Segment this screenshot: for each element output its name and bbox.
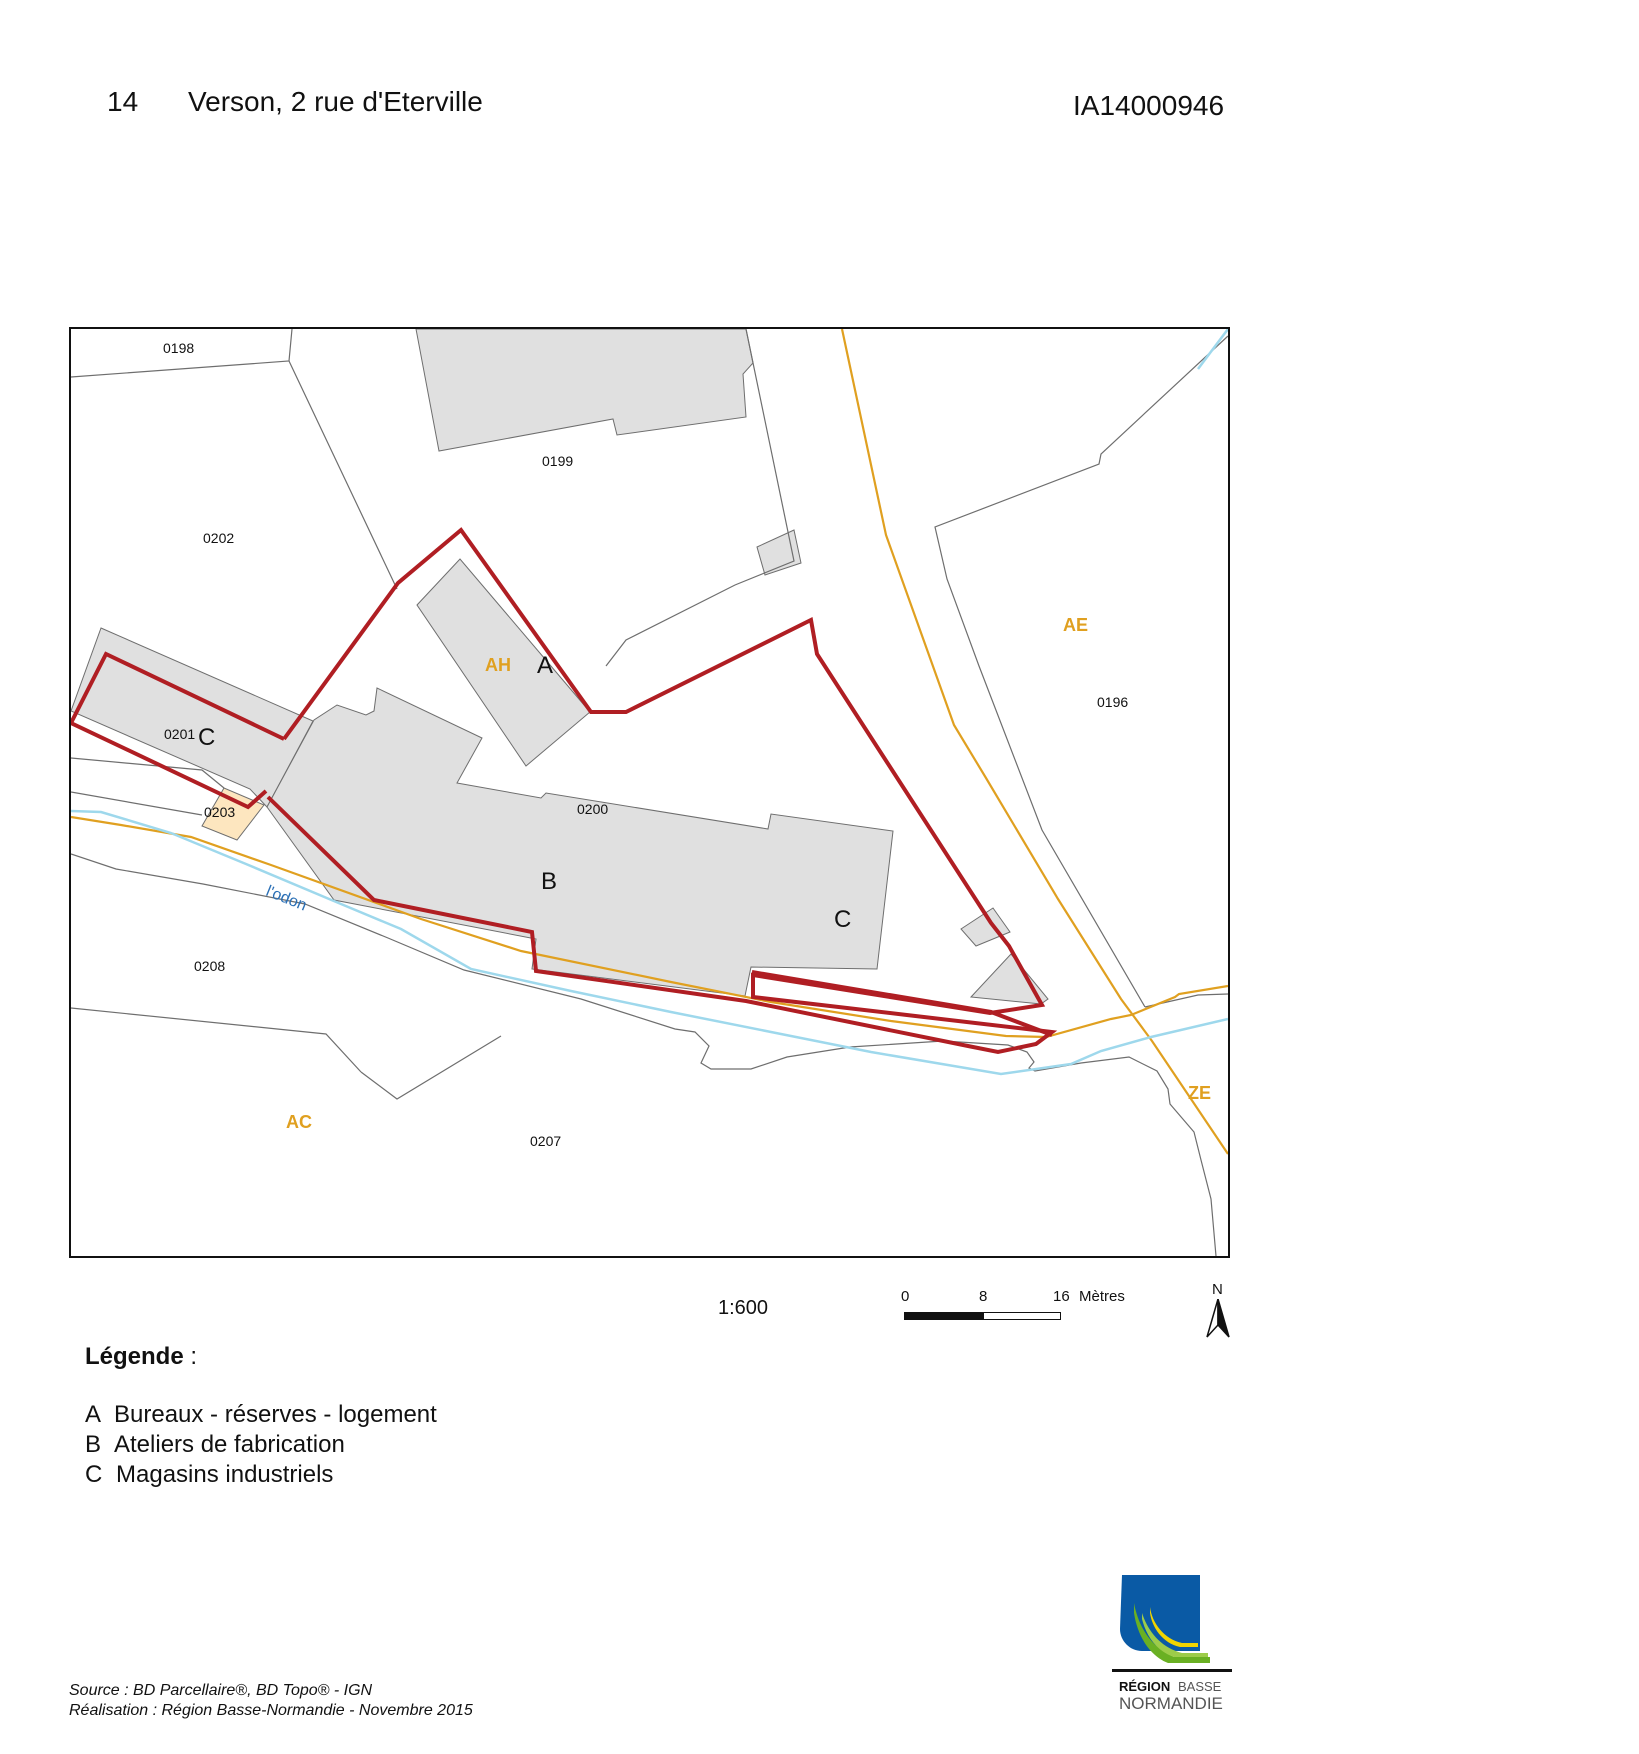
section-ae: AE (1063, 615, 1089, 635)
legend-item (85, 1400, 437, 1430)
production-line: Réalisation : Région Basse-Normandie - Novembre 2015 (69, 1702, 473, 1719)
legend-key: A (85, 1401, 102, 1428)
river-stream (1198, 329, 1228, 369)
section-ze: ZE (1188, 1083, 1212, 1103)
scale-tick-16: 16 (1053, 1288, 1070, 1305)
river-label: l'odon (263, 882, 309, 915)
map-scale-ratio: 1:600 (718, 1297, 769, 1319)
page-title: Verson, 2 rue d'Eterville (188, 86, 483, 117)
building-label-b: B (541, 868, 558, 895)
parcel-line (361, 1036, 501, 1099)
parcel-0202: 0202 (203, 530, 235, 546)
legend-title (85, 1343, 197, 1371)
section-ac: AC (286, 1112, 312, 1132)
parcel-0196: 0196 (1097, 694, 1129, 710)
source-credits (69, 1681, 473, 1721)
department-number: 14 (107, 86, 139, 117)
legend-key: B (85, 1431, 102, 1458)
legend-key: C (85, 1461, 103, 1488)
cadastral-map[interactable] (69, 327, 1230, 1258)
section-ah: AH (485, 655, 511, 675)
legend-title-separator: : (183, 1343, 198, 1370)
scale-bar (895, 1288, 1195, 1328)
logo-text-normandie: NORMANDIE (1119, 1694, 1223, 1713)
parcel-0203: 0203 (204, 804, 236, 820)
building-top (416, 329, 753, 451)
building-small-1 (757, 530, 801, 575)
parcel-0201: 0201 (164, 726, 196, 742)
reference-code: IA14000946 (1073, 90, 1225, 121)
building-label-a: A (537, 652, 554, 679)
legend-title-text: Légende (85, 1343, 184, 1370)
legend-label: Magasins industriels (116, 1461, 334, 1488)
building-label-c: C (834, 906, 852, 933)
north-arrow-icon (1203, 1299, 1233, 1339)
source-line: Source : BD Parcellaire®, BD Topo® - IGN (69, 1682, 373, 1699)
legend-list (85, 1400, 437, 1490)
region-logo-icon (1112, 1573, 1232, 1718)
parcel-0199: 0199 (542, 453, 574, 469)
north-arrow (1203, 1281, 1233, 1339)
scale-bar-filled (904, 1312, 984, 1320)
parcel-0208: 0208 (194, 958, 226, 974)
building-label-c: C (198, 724, 216, 751)
legend-label: Bureaux - réserves - logement (114, 1401, 437, 1428)
legend-item (85, 1430, 437, 1460)
parcel-0207: 0207 (530, 1133, 562, 1149)
logo-text-region: RÉGION (1119, 1679, 1171, 1694)
scale-bar-empty (983, 1312, 1061, 1320)
legend-item (85, 1460, 437, 1490)
parcel-line (289, 361, 397, 589)
scale-tick-0: 0 (901, 1288, 910, 1305)
scale-unit: Mètres (1079, 1288, 1125, 1305)
parcel-line (71, 1008, 361, 1072)
logo-text-basse: BASSE (1178, 1679, 1222, 1694)
legend-label: Ateliers de fabrication (114, 1431, 345, 1458)
north-label: N (1212, 1281, 1223, 1298)
region-logo (1112, 1573, 1232, 1718)
scale-tick-8: 8 (979, 1288, 988, 1305)
parcel-0200: 0200 (577, 801, 609, 817)
parcel-0198: 0198 (163, 340, 195, 356)
building-b (267, 688, 893, 996)
